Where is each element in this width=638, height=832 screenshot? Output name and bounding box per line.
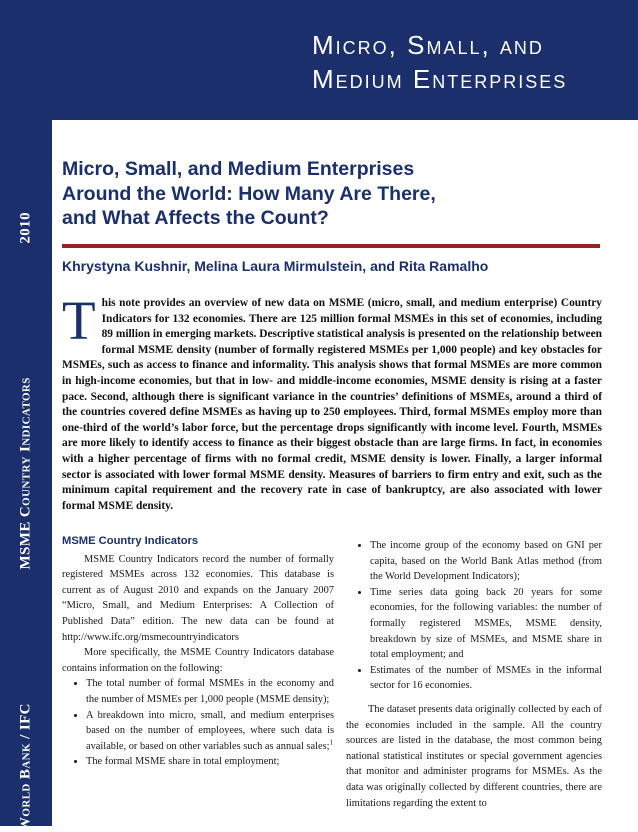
left-column (62, 534, 334, 770)
banner-title (312, 28, 632, 96)
drop-cap: T (62, 290, 96, 351)
right-column (346, 538, 602, 811)
sidebar-text (18, 212, 35, 832)
article-title-line1: Micro, Small, and Medium Enterprises (62, 158, 415, 180)
list-item: • The total number of formal MSMEs in the economy and the number of MSMEs per 1,000 people (MSME density); (86, 676, 334, 707)
title-divider (62, 244, 600, 248)
list-item (86, 708, 334, 755)
article-title (62, 157, 607, 231)
section-heading: MSME Country Indicators (62, 535, 199, 547)
header-banner (0, 0, 638, 120)
authors: Khrystyna Kushnir, Melina Laura Mirmulstein, and Rita Ramalho (62, 258, 489, 274)
paragraph: The dataset presents data originally collected by each of the economies included in the sample. All the country sources are listed in the database, the most common being national statistical institutes or special government agencies that monitor and administer programs for MSMEs. As the data was originally collected by different countries, there are limitations regarding the extent to (346, 703, 602, 809)
list-item-text: A breakdown into micro, small, and medium enterprises based on the number of employees, where such data is available, or based on other variables such as annual sales; (86, 709, 334, 752)
banner-title-line1: Micro, Small, and (312, 30, 544, 60)
sidebar-series: MSME Country Indicators (17, 377, 34, 570)
sidebar-year: 2010 (17, 212, 34, 244)
list-item: • The income group of the economy based on GNI per capita, based on the World Bank Atlas method (from the World Development Indicators); (370, 538, 602, 585)
bullet-list (346, 538, 602, 694)
banner-title-line2: Medium Enterprises (312, 64, 568, 94)
list-item: • Time series data going back 20 years for some economies, for the following variables: the number of formally registered MSMEs, MSME density, breakdown by size of MSMEs, and MSME share in total employment; and (370, 585, 602, 663)
article-title-line2: Around the World: How Many Are There, (62, 182, 436, 205)
list-item: • Estimates of the number of MSMEs in the informal sector for 16 economies. (370, 663, 602, 694)
abstract-text: his note provides an overview of new data on MSME (micro, small, and medium enterprise) Country Indicators for 132 economies. There are 125 million formal MSMEs in this set of economies, including 89 million in emerging markets. Descriptive statistical analysis is presented on the relationship between formal MSME density (number of formally registered MSMEs per 1,000 people) and key obstacles for MSMEs, such as access to finance and informality. This analysis shows that formal MSMEs are more common in high-income economies, but that in low- and middle-income economies, MSME density is rising at a faster pace. Second, although there is significant variance in the countries’ definitions of MSMEs, around a third of the countries covered define MSMEs as having up to 250 employees. Third, formal MSMEs employ more than one-third of the world’s labor force, but the percentage drops significantly with income level. Fourth, MSMEs are more likely to identify access to finance as their biggest obstacle than are large firms. In fact, in economies with a higher percentage of firms with no formal credit, MSME density is lower. Finally, a larger informal sector is associated with lower formal MSME density. Measures of barriers to firm entry and exit, such as the minimum capital requirement and the recovery rate in case of bankruptcy, are also associated with lower formal MSME density. (62, 297, 602, 512)
article-title-line3: and What Affects the Count? (62, 207, 329, 229)
bullet-list (62, 676, 334, 770)
sidebar (0, 120, 52, 832)
footnote-marker: 1 (329, 738, 334, 747)
list-item: • The formal MSME share in total employment; (86, 754, 334, 770)
paragraph: MSME Country Indicators record the number of formally registered MSMEs across 132 economies. This database is current as of August 2010 and expands on the January 2007 “Micro, Small, and Medium Enterprises: A Collection of Published Data” edition. The new data can be found at http://www.ifc.org/msmecountryindicators (62, 553, 334, 643)
paragraph: More specifically, the MSME Country Indicators database contains information on the following: (62, 647, 334, 674)
sidebar-publisher: World Bank / IFC (17, 703, 34, 832)
abstract (62, 290, 602, 514)
